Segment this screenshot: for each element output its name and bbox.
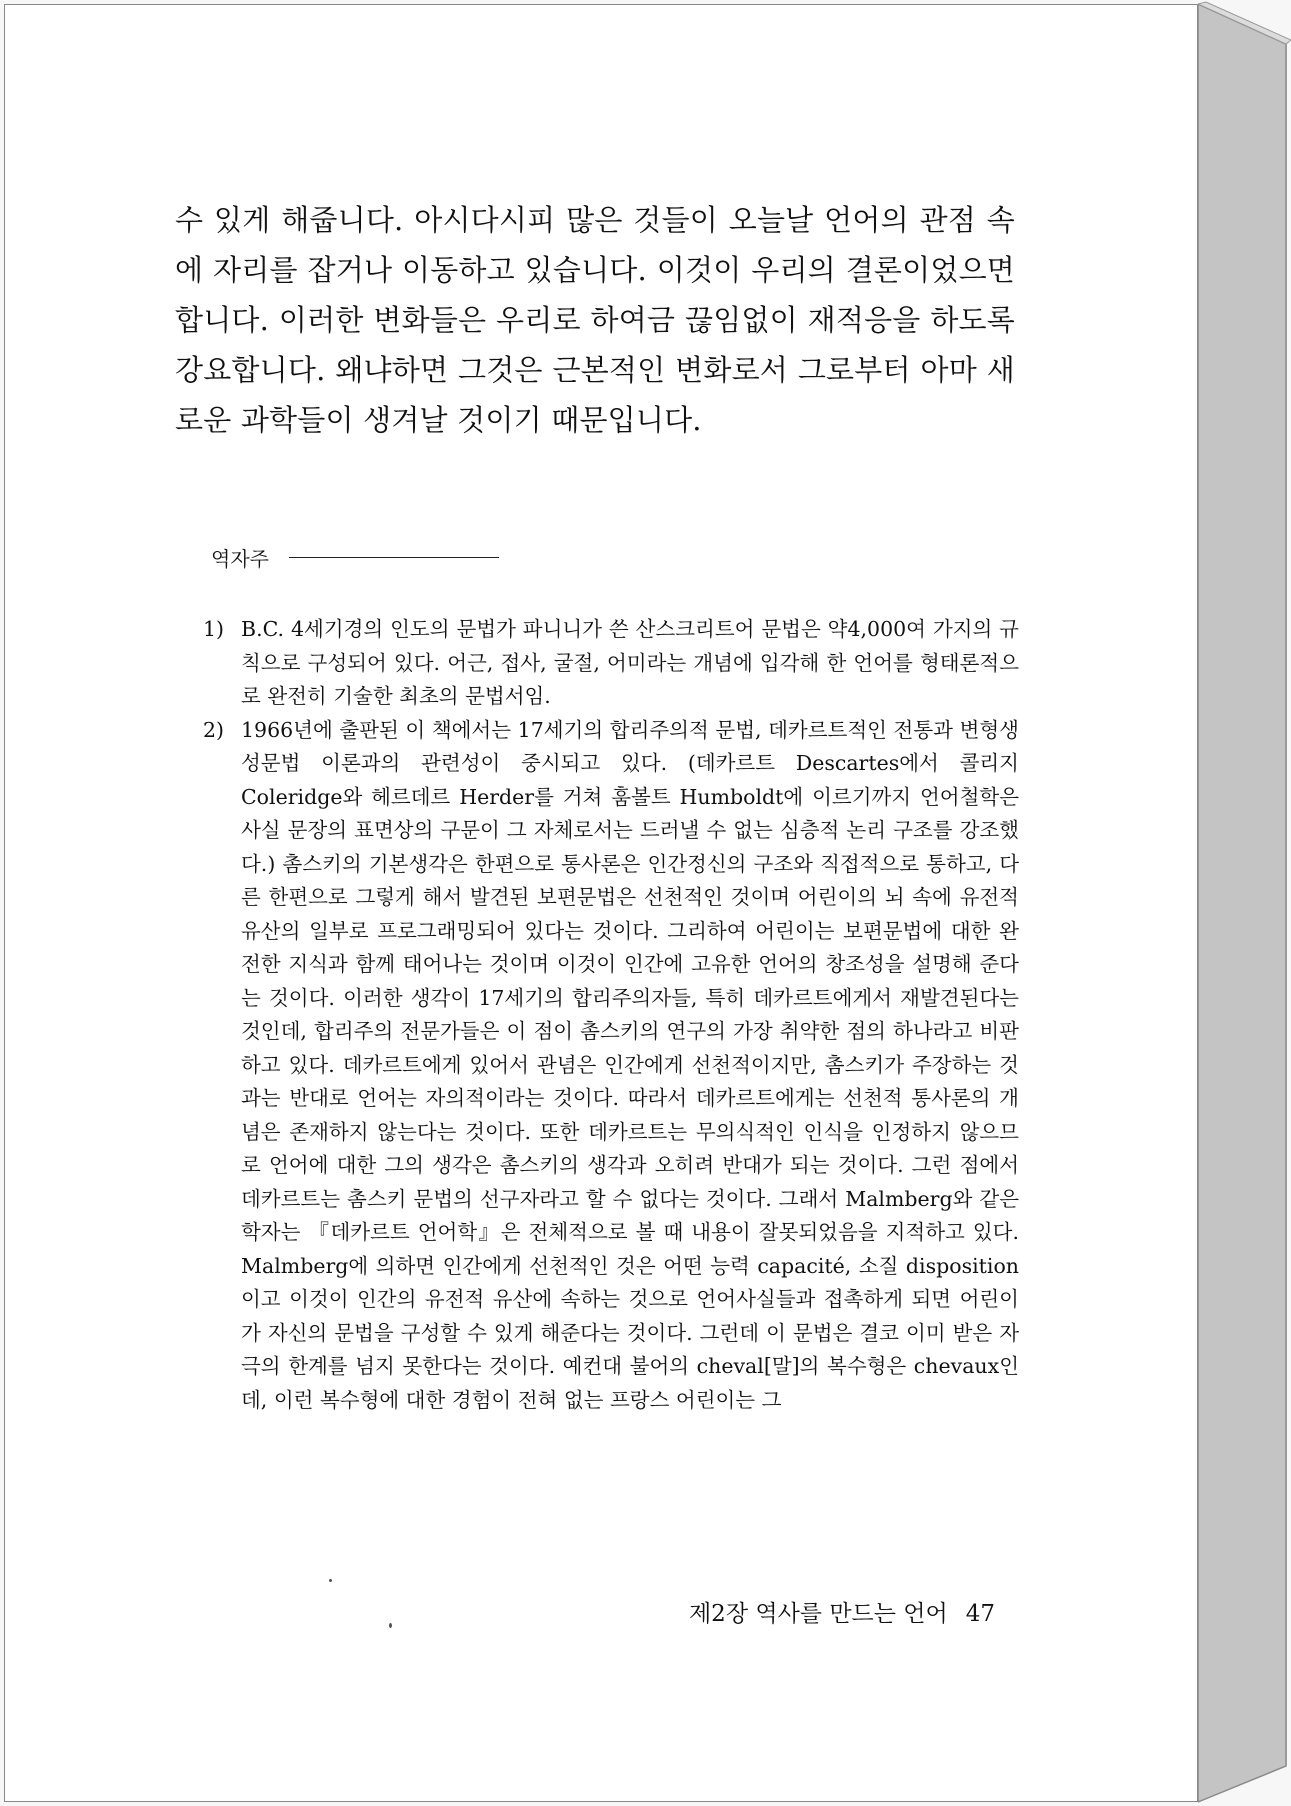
translator-notes-list bbox=[203, 613, 1019, 1417]
body-paragraph: 수 있게 해줍니다. 아시다시피 많은 것들이 오늘날 언어의 관점 속에 자리를 잡거나 이동하고 있습니다. 이것이 우리의 결론이었으면 합니다. 이러한 변화들은 우리로 하여금 끊임없이 재적응을 하도록 강요합니다. 왜냐하면 그것은 근본적인 변화로서 그로부터 아마 새로운 과학들이 생겨날 것이기 때문입니다. bbox=[175, 203, 1015, 437]
page-number: 47 bbox=[965, 1601, 995, 1627]
book-edge bbox=[1198, 0, 1291, 1806]
note-text: 1966년에 출판된 이 책에서는 17세기의 합리주의적 문법, 데카르트적인 전통과 변형생성문법 이론과의 관련성이 중시되고 있다. (데카르트 Descartes에서 콜리지 Coleridge와 헤르데르 Herder를 거쳐 훔볼트 Humboldt에 이르기까지 언어철학은 사실 문장의 표면상의 구문이 그 자체로서는 드러낼 수 없는 심층적 논리 구조를 강조했다.) 촘스키의 기본생각은 한편으로 통사론은 인간정신의 구조와 직접적으로 통하고, 다른 한편으로 그렇게 해서 발견된 보편문법은 선천적인 것이며 어린이의 뇌 속에 유전적 유산의 일부로 프로그래밍되어 있다는 것이다. 그리하여 어린이는 보편문법에 대한 완전한 지식과 함께 태어나는 것이며 이것이 인간에 고유한 언어의 창조성을 설명해 준다는 것이다. 이러한 생각이 17세기의 합리주의자들, 특히 데카르트에게서 재발견된다는 것인데, 합리주의 전문가들은 이 점이 촘스키의 연구의 가장 취약한 점의 하나라고 비판하고 있다. 데카르트에게 있어서 관념은 인간에게 선천적이지만, 촘스키가 주장하는 것과는 반대로 언어는 자의적이라는 것이다. 따라서 데카르트에게는 선천적 통사론의 개념은 존재하지 않는다는 것이다. 또한 데카르트는 무의식적인 인식을 인정하지 않으므로 언어에 대한 그의 생각은 촘스키의 생각과 오히려 반대가 되는 것이다. 그런 점에서 데카르트는 촘스키 문법의 선구자라고 할 수 없다는 것이다. 그래서 Malmberg와 같은 학자는 『데카르트 언어학』은 전체적으로 볼 때 내용이 잘못되었음을 지적하고 있다. Malmberg에 의하면 인간에게 선천적인 것은 어떤 능력 capacité, 소질 disposition이고 이것이 인간의 유전적 유산에 속하는 것으로 언어사실들과 접촉하게 되면 어린이가 자신의 문법을 구성할 수 있게 해준다는 것이다. 그런데 이 문법은 결코 이미 받은 자극의 한계를 넘지 못한다는 것이다. 예컨대 불어의 cheval[말]의 복수형은 chevaux인데, 이런 복수형에 대한 경험이 전혀 없는 프랑스 어린이는 그 bbox=[241, 717, 1019, 1412]
page-footer bbox=[645, 1595, 995, 1628]
book-edge-graphic bbox=[1198, 0, 1291, 1806]
note-text: B.C. 4세기경의 인도의 문법가 파니니가 쓴 산스크리트어 문법은 약4,000여 가지의 규칙으로 구성되어 있다. 어근, 접사, 굴절, 어미라는 개념에 입각해 한 언어를 형태론적으로 완전히 기술한 최초의 문법서임. bbox=[241, 617, 1019, 708]
book-page bbox=[4, 4, 1198, 1802]
translator-notes-header bbox=[211, 543, 499, 572]
scan-speck bbox=[389, 1623, 392, 1628]
note-number: 2) bbox=[203, 717, 225, 742]
note-number: 1) bbox=[203, 617, 225, 641]
note-item bbox=[203, 613, 1019, 714]
note-item bbox=[203, 714, 1019, 1418]
scan-speck bbox=[329, 1579, 332, 1582]
footer-chapter-title: 제2장 역사를 만드는 언어 bbox=[688, 1601, 948, 1627]
notes-header-label: 역자주 bbox=[211, 547, 269, 571]
notes-header-rule bbox=[289, 557, 499, 558]
